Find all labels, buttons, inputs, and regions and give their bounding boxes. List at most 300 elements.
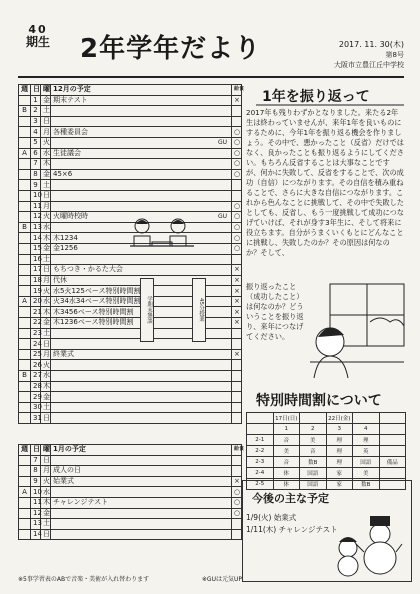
lunch-cell: ○ xyxy=(232,137,242,148)
lunch-cell xyxy=(232,190,242,201)
week-cell xyxy=(19,275,31,286)
weekday-cell: 金 xyxy=(41,243,51,254)
event-text: 代休 xyxy=(53,275,67,284)
lunch-cell: ○ xyxy=(232,233,242,244)
event-text: 成人の日 xyxy=(53,466,81,475)
header-events: 12月の予定 xyxy=(51,85,232,96)
event-cell xyxy=(51,265,232,276)
weekday-cell: 金 xyxy=(41,392,51,403)
weekday-cell: 日 xyxy=(41,455,51,466)
event-text: 期末テスト xyxy=(53,95,88,104)
weekday-cell: 火 xyxy=(41,286,51,297)
schedule-row xyxy=(19,328,242,339)
header-info xyxy=(334,40,404,70)
event-text: 終業式 xyxy=(53,350,74,359)
event-text: 木1236ベース特別時間割 xyxy=(53,318,134,327)
event-text: 生徒議会 xyxy=(53,148,81,157)
lunch-cell: × xyxy=(232,296,242,307)
timetable-cell: 国語 xyxy=(300,479,327,490)
event-text: 木1234 xyxy=(53,233,78,242)
day-cell: 8 xyxy=(31,466,41,477)
weekday-cell: 月 xyxy=(41,349,51,360)
lunch-cell: × xyxy=(232,275,242,286)
header-rule xyxy=(18,76,404,78)
event-cell xyxy=(51,169,232,180)
week-cell xyxy=(19,381,31,392)
lunch-cell: ○ xyxy=(232,508,242,519)
timetable-cell: 備品 xyxy=(379,457,406,468)
weekday-cell: 木 xyxy=(41,233,51,244)
day-cell: 31 xyxy=(31,413,41,424)
lunch-cell xyxy=(232,116,242,127)
week-cell xyxy=(19,328,31,339)
lunch-cell xyxy=(232,328,242,339)
lunch-cell: ○ xyxy=(232,169,242,180)
lunch-cell xyxy=(232,455,242,466)
day-cell: 11 xyxy=(31,497,41,508)
timetable-cell xyxy=(247,424,274,435)
day-cell: 3 xyxy=(31,116,41,127)
lunch-cell xyxy=(232,402,242,413)
schedule-row xyxy=(19,95,242,106)
timetable-cell: 2-3 xyxy=(247,457,274,468)
schedule-row xyxy=(19,529,242,540)
timetable-cell: 美 xyxy=(353,468,380,479)
weekday-cell: 月 xyxy=(41,201,51,212)
day-cell: 22 xyxy=(31,318,41,329)
event-cell xyxy=(51,349,232,360)
week-cell: A xyxy=(19,148,31,159)
week-cell xyxy=(19,137,31,148)
day-cell: 2 xyxy=(31,106,41,117)
day-cell: 25 xyxy=(31,349,41,360)
week-cell xyxy=(19,95,31,106)
day-cell: 27 xyxy=(31,371,41,382)
week-cell xyxy=(19,339,31,350)
weekday-cell: 水 xyxy=(41,148,51,159)
schedule-row xyxy=(19,381,242,392)
weekday-cell: 火 xyxy=(41,360,51,371)
schedule-row xyxy=(19,455,242,466)
timetable-row xyxy=(247,435,406,446)
day-cell: 30 xyxy=(31,402,41,413)
week-cell: B xyxy=(19,222,31,233)
day-cell: 29 xyxy=(31,392,41,403)
event-text: もちつき・かるた大会 xyxy=(53,265,123,274)
reflection-snippet: 振り返ったこと（成功したこと）は何なのか？どういうことを振り返り、来年につなげてください。 xyxy=(246,282,304,341)
week-cell xyxy=(19,455,31,466)
schedule-row xyxy=(19,466,242,477)
event-text: 金1256 xyxy=(53,244,78,253)
timetable-cell xyxy=(379,435,406,446)
week-cell xyxy=(19,169,31,180)
event-cell xyxy=(51,95,232,106)
day-cell: 12 xyxy=(31,212,41,223)
january-schedule-table xyxy=(18,444,245,540)
day-cell: 18 xyxy=(31,275,41,286)
timetable-cell: 3 xyxy=(326,424,353,435)
day-cell: 26 xyxy=(31,360,41,371)
event-cell xyxy=(51,148,232,159)
timetable-cell: 理 xyxy=(353,435,380,446)
event-text: 火曜時校時 xyxy=(53,212,88,221)
lunch-cell: ○ xyxy=(232,148,242,159)
event-cell xyxy=(51,106,232,117)
timetable-cell: 家 xyxy=(326,468,353,479)
special-timetable xyxy=(246,412,406,490)
event-text: 各種委員会 xyxy=(53,127,88,136)
timetable-cell: 国語 xyxy=(353,457,380,468)
schedule-row xyxy=(19,127,242,138)
timetable-cell: 英 xyxy=(353,446,380,457)
event-cell xyxy=(51,487,232,498)
timetable-header-row xyxy=(247,424,406,435)
week-cell xyxy=(19,254,31,265)
weekday-cell: 月 xyxy=(41,466,51,477)
schedule-row xyxy=(19,519,242,530)
timetable-cell: 理 xyxy=(326,435,353,446)
timetable-cell xyxy=(379,446,406,457)
day-cell: 4 xyxy=(31,127,41,138)
week-cell xyxy=(19,392,31,403)
day-cell: 23 xyxy=(31,328,41,339)
week-cell xyxy=(19,180,31,191)
timetable-cell: 体 xyxy=(273,479,300,490)
schedule-row xyxy=(19,392,242,403)
schedule-row xyxy=(19,286,242,297)
timetable-cell: 家 xyxy=(326,479,353,490)
event-text: 始業式 xyxy=(53,477,74,486)
header-week: 週 xyxy=(19,85,31,96)
weekday-cell: 木 xyxy=(41,307,51,318)
event-cell xyxy=(51,159,232,170)
schedule-row xyxy=(19,349,242,360)
schedule-row xyxy=(19,307,242,318)
week-cell xyxy=(19,529,31,540)
lunch-cell xyxy=(232,413,242,424)
weekday-cell: 木 xyxy=(41,381,51,392)
lunch-cell xyxy=(232,519,242,530)
weekday-cell: 月 xyxy=(41,275,51,286)
side-label-45min: 45分授業 xyxy=(192,278,206,342)
timetable-cell: 4 xyxy=(353,424,380,435)
timetable-cell xyxy=(353,413,380,424)
schedule-row xyxy=(19,487,242,498)
weekday-cell: 日 xyxy=(41,529,51,540)
event-cell xyxy=(51,127,232,138)
timetable-cell: 音 xyxy=(273,435,300,446)
day-cell: 7 xyxy=(31,455,41,466)
timetable-cell: 美 xyxy=(273,446,300,457)
day-cell: 12 xyxy=(31,508,41,519)
timetable-title: 特別時間割について xyxy=(256,393,382,409)
event-text: 45×6 xyxy=(53,170,73,179)
timetable-header-row xyxy=(247,413,406,424)
event-cell xyxy=(51,476,232,487)
reflection-body: 2017年も残りわずかとなりました。来たる2年生は終わっていませんが、来年1年を良いものにするために、今年1年を振り返る機会を作りましょう。その中で、悪かったこと（反省）だけではなく、良かったことも振り返るようにしてください。もちろん反省することは大事なことですが、何かに失敗して、反省をすることで、次の成功（自信）につながります。その自信を積み重ねることで、さらに大きな自信につながります。これから色んなことに挑戦して、その中で失敗したとしても、反省し、もう一度挑戦して成功につなげていけば、それが身す3年生に、そして将来に役立ちます。自分がうまくいくもとにどんなことに挑戦し、失敗したのか？その原因は何なのか？そして、 xyxy=(246,108,404,257)
schedule-row xyxy=(19,508,242,519)
week-cell xyxy=(19,286,31,297)
week-cell xyxy=(19,116,31,127)
weekday-cell: 土 xyxy=(41,180,51,191)
event-cell xyxy=(51,413,232,424)
lunch-cell: × xyxy=(232,349,242,360)
event-text: チャレンジテスト xyxy=(53,498,109,507)
day-cell: 7 xyxy=(31,159,41,170)
day-cell: 28 xyxy=(31,381,41,392)
lunch-cell xyxy=(232,254,242,265)
week-cell xyxy=(19,360,31,371)
lunch-cell: × xyxy=(232,286,242,297)
timetable-cell: 2-4 xyxy=(247,468,274,479)
weekday-cell: 水 xyxy=(41,222,51,233)
weekday-cell: 土 xyxy=(41,328,51,339)
lunch-cell: ○ xyxy=(232,222,242,233)
schedule-row xyxy=(19,190,242,201)
schedule-row xyxy=(19,339,242,350)
lunch-cell: × xyxy=(232,265,242,276)
event-cell xyxy=(51,371,232,382)
event-cell xyxy=(51,360,232,371)
week-cell xyxy=(19,466,31,477)
schedule-row xyxy=(19,318,242,329)
timetable-row xyxy=(247,446,406,457)
weekday-cell: 金 xyxy=(41,169,51,180)
event-cell xyxy=(51,497,232,508)
timetable-cell xyxy=(379,413,406,424)
event-cell xyxy=(51,466,232,477)
event-cell xyxy=(51,402,232,413)
events-list xyxy=(246,512,338,536)
day-cell: 6 xyxy=(31,148,41,159)
header-lunch: 給食 xyxy=(232,85,242,96)
event-text: 火34水34ベース特別時間割 xyxy=(53,297,141,306)
lunch-cell: × xyxy=(232,476,242,487)
weekday-cell: 水 xyxy=(41,296,51,307)
weekday-cell: 木 xyxy=(41,159,51,170)
lunch-cell xyxy=(232,371,242,382)
footer-note-right: ※GUは元気UP xyxy=(201,576,242,583)
schedule-row xyxy=(19,265,242,276)
lunch-cell: ○ xyxy=(232,497,242,508)
student-window-illustration xyxy=(310,282,406,378)
header-weekday: 曜 xyxy=(41,85,51,96)
timetable-cell: 国語 xyxy=(300,468,327,479)
event-cell xyxy=(51,455,232,466)
timetable-cell xyxy=(379,468,406,479)
day-cell: 10 xyxy=(31,487,41,498)
schedule-header-row xyxy=(19,85,242,96)
weekday-cell: 土 xyxy=(41,519,51,530)
timetable-cell: 理 xyxy=(326,457,353,468)
school-name: 大阪市立豊江丘中学校 xyxy=(334,61,404,69)
week-cell xyxy=(19,508,31,519)
schedule-row xyxy=(19,180,242,191)
week-cell xyxy=(19,307,31,318)
reflection-title-underline xyxy=(256,103,404,107)
day-cell: 11 xyxy=(31,201,41,212)
schedule-row xyxy=(19,169,242,180)
schedule-row xyxy=(19,413,242,424)
week-cell xyxy=(19,233,31,244)
schedule-footer xyxy=(18,574,242,583)
timetable-cell: 音 xyxy=(273,457,300,468)
week-cell xyxy=(19,497,31,508)
timetable-cell: 数B xyxy=(300,457,327,468)
weekday-cell: 日 xyxy=(41,116,51,127)
header-lunch: 給食 xyxy=(232,445,242,456)
newsletter-title: 2年学年だより xyxy=(80,34,262,64)
timetable-cell xyxy=(379,424,406,435)
schedule-row xyxy=(19,159,242,170)
generation-badge xyxy=(18,24,58,48)
events-title: 今後の主な予定 xyxy=(252,492,329,505)
weekday-cell: 火 xyxy=(41,476,51,487)
schedule-row xyxy=(19,476,242,487)
event-cell xyxy=(51,201,232,212)
gu-badge: GU xyxy=(217,213,227,221)
header-events: 1月の予定 xyxy=(51,445,232,456)
day-cell: 15 xyxy=(31,243,41,254)
lunch-cell xyxy=(232,339,242,350)
day-cell: 13 xyxy=(31,519,41,530)
reflection-title: 1年を振り返って xyxy=(262,89,370,105)
week-cell xyxy=(19,265,31,276)
timetable-cell xyxy=(300,413,327,424)
day-cell: 16 xyxy=(31,254,41,265)
weekday-cell: 金 xyxy=(41,508,51,519)
timetable-cell: 美 xyxy=(300,435,327,446)
header-day: 日 xyxy=(31,445,41,456)
gu-badge: GU xyxy=(217,139,227,147)
lunch-cell: ○ xyxy=(232,201,242,212)
schedule-row xyxy=(19,371,242,382)
week-cell xyxy=(19,201,31,212)
day-cell: 9 xyxy=(31,180,41,191)
weekday-cell: 火 xyxy=(41,212,51,223)
timetable-cell: 理 xyxy=(326,446,353,457)
schedule-row xyxy=(19,201,242,212)
event-item: 1/11(木) チャレンジテスト xyxy=(246,525,338,534)
lunch-cell: × xyxy=(232,307,242,318)
weekday-cell: 水 xyxy=(41,487,51,498)
weekday-cell: 日 xyxy=(41,413,51,424)
weekday-cell: 日 xyxy=(41,265,51,276)
timetable-cell: 2-5 xyxy=(247,479,274,490)
schedule-row xyxy=(19,106,242,117)
day-cell: 1 xyxy=(31,95,41,106)
weekday-cell: 日 xyxy=(41,339,51,350)
schedule-row xyxy=(19,402,242,413)
timetable-cell: 数B xyxy=(353,479,380,490)
day-cell: 21 xyxy=(31,307,41,318)
event-cell xyxy=(51,508,232,519)
day-cell: 5 xyxy=(31,137,41,148)
week-cell xyxy=(19,212,31,223)
week-cell xyxy=(19,127,31,138)
week-cell: B xyxy=(19,371,31,382)
weekday-cell: 土 xyxy=(41,254,51,265)
weekday-cell: 日 xyxy=(41,190,51,201)
day-cell: 10 xyxy=(31,190,41,201)
timetable-row xyxy=(247,457,406,468)
day-cell: 20 xyxy=(31,296,41,307)
snowmen-illustration xyxy=(334,512,400,576)
lunch-cell: × xyxy=(232,95,242,106)
lunch-cell xyxy=(232,106,242,117)
schedule-row xyxy=(19,275,242,286)
event-text: 水5火125ベース特別時間割 xyxy=(53,286,141,295)
weekday-cell: 金 xyxy=(41,95,51,106)
lunch-cell xyxy=(232,381,242,392)
students-illustration xyxy=(128,216,196,256)
week-cell xyxy=(19,476,31,487)
schedule-row xyxy=(19,137,242,148)
lunch-cell: ○ xyxy=(232,127,242,138)
event-item: 1/9(火) 始業式 xyxy=(246,513,297,522)
day-cell: 14 xyxy=(31,529,41,540)
lunch-cell xyxy=(232,180,242,191)
day-cell: 9 xyxy=(31,476,41,487)
timetable-row xyxy=(247,468,406,479)
week-cell xyxy=(19,318,31,329)
week-cell xyxy=(19,402,31,413)
lunch-cell: ○ xyxy=(232,159,242,170)
header-week: 週 xyxy=(19,445,31,456)
timetable-cell: 音 xyxy=(300,446,327,457)
weekday-cell: 土 xyxy=(41,106,51,117)
issue-number: 第8号 xyxy=(385,51,404,59)
lunch-cell xyxy=(232,392,242,403)
timetable-cell: 2-1 xyxy=(247,435,274,446)
week-cell: B xyxy=(19,106,31,117)
lunch-cell: × xyxy=(232,318,242,329)
week-cell xyxy=(19,190,31,201)
schedule-row xyxy=(19,116,242,127)
schedule-row xyxy=(19,148,242,159)
event-cell xyxy=(51,381,232,392)
weekday-cell: 土 xyxy=(41,402,51,413)
weekday-cell: 水 xyxy=(41,371,51,382)
lunch-cell: ○ xyxy=(232,487,242,498)
week-cell xyxy=(19,243,31,254)
week-cell: A xyxy=(19,296,31,307)
header-day: 日 xyxy=(31,85,41,96)
timetable-cell: 17日(日) xyxy=(273,413,300,424)
header-weekday: 曜 xyxy=(41,445,51,456)
side-label-conference: 学期末懇談 xyxy=(140,278,154,342)
timetable-cell: 2 xyxy=(300,424,327,435)
event-cell xyxy=(51,529,232,540)
day-cell: 19 xyxy=(31,286,41,297)
generation-label: 期生 xyxy=(25,35,50,49)
lunch-cell: ○ xyxy=(232,243,242,254)
event-cell xyxy=(51,116,232,127)
week-cell xyxy=(19,413,31,424)
week-cell xyxy=(19,349,31,360)
schedule-row xyxy=(19,497,242,508)
issue-date: 2017. 11. 30(木) xyxy=(338,40,404,49)
timetable-cell: 2-2 xyxy=(247,446,274,457)
event-cell xyxy=(51,137,232,148)
lunch-cell: ○ xyxy=(232,212,242,223)
generation-number: 40 xyxy=(28,23,48,36)
week-cell: A xyxy=(19,487,31,498)
timetable-cell: 体 xyxy=(273,468,300,479)
weekday-cell: 火 xyxy=(41,137,51,148)
week-cell xyxy=(19,519,31,530)
day-cell: 8 xyxy=(31,169,41,180)
